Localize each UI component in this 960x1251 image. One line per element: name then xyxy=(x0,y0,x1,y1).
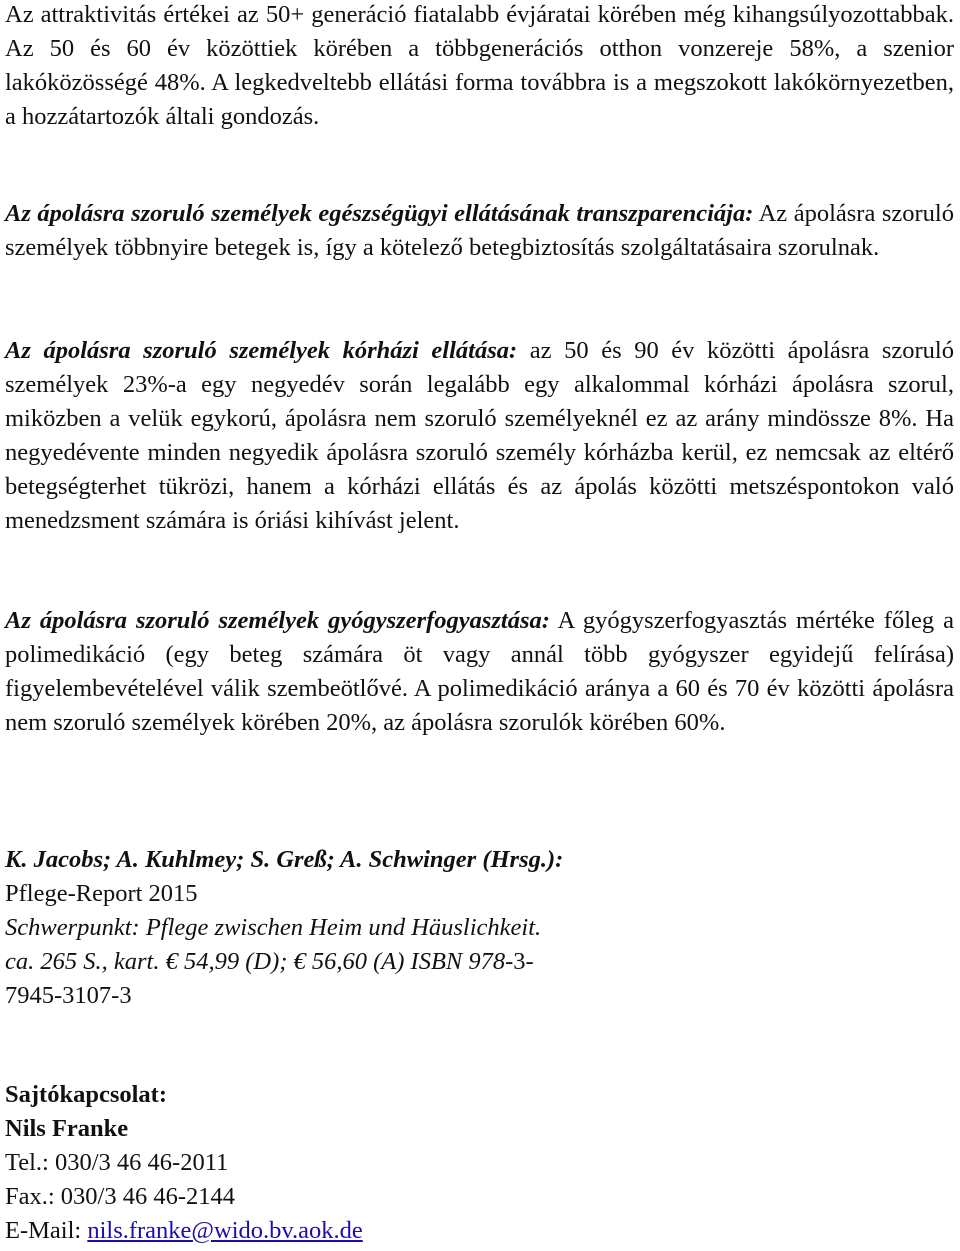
paragraph-hospital-care xyxy=(5,334,954,538)
contact-fax: Fax.: 030/3 46 46-2144 xyxy=(5,1183,236,1210)
book-reference xyxy=(5,843,954,1013)
press-contact xyxy=(5,1078,954,1248)
paragraph-heading: Az ápolásra szoruló személyek gyógyszerfogyasztása: xyxy=(5,607,550,634)
paragraph-text: az 50 és 90 év közötti ápolásra szoruló személyek 23%-a egy negyedév során legalább egy alkalommal kórházi ápolásra szorul, miközben a velük egykorú, ápolásra nem szoruló személyeknél ez az arány mindössze 8%. Ha negyedévente minden negyedik ápolásra szoruló személy kórházba kerül, ez nemcsak az eltérő betegségterhet tükrözi, hanem a kórházi ellátás és az ápolás közötti metszéspontokon való menedzsment számára is óriási kihívást jelent. xyxy=(5,337,954,534)
contact-email-line xyxy=(5,1214,954,1248)
book-subtitle: Schwerpunkt: Pflege zwischen Heim und Häuslichkeit. xyxy=(5,914,542,941)
contact-heading: Sajtókapcsolat: xyxy=(5,1081,167,1108)
book-authors: K. Jacobs; A. Kuhlmey; S. Greß; A. Schwinger (Hrsg.): xyxy=(5,846,564,873)
paragraph-text: A gyógyszerfogyasztás mértéke főleg a polimedikáció (egy beteg számára öt vagy annál több gyógyszer egyidejű felírása) figyelembevételével válik szembeötlővé. A polimedikáció aránya a 60 és 70 év közötti ápolásra nem szoruló személyek körében 20%, az ápolásra szorulók körében 60%. xyxy=(5,607,954,736)
paragraph-transparency xyxy=(5,197,954,265)
paragraph-attractiveness xyxy=(5,0,954,134)
paragraph-heading: Az ápolásra szoruló személyek egészségügyi ellátásának transzparenciája: xyxy=(5,200,754,227)
contact-tel: Tel.: 030/3 46 46-2011 xyxy=(5,1149,229,1176)
paragraph-heading: Az ápolásra szoruló személyek kórházi ellátása: xyxy=(5,337,518,364)
paragraph-medication xyxy=(5,604,954,740)
book-details xyxy=(5,945,954,979)
contact-name: Nils Franke xyxy=(5,1115,129,1142)
book-isbn-rest: 7945-3107-3 xyxy=(5,982,132,1009)
book-details-italic: ca. 265 S., kart. € 54,99 (D); € 56,60 (A) ISBN 978 xyxy=(5,948,506,975)
contact-email-link[interactable]: nils.franke@wido.bv.aok.de xyxy=(87,1217,363,1244)
book-details-plain: -3- xyxy=(505,948,534,975)
book-title: Pflege-Report 2015 xyxy=(5,880,198,907)
contact-email-label: E-Mail: xyxy=(5,1217,88,1244)
paragraph-text: Az ápolásra szoruló személyek többnyire betegek is, így a kötelező betegbiztosítás szolgáltatásaira szorulnak. xyxy=(5,200,954,261)
paragraph-text: Az attraktivitás értékei az 50+ generáció fiatalabb évjáratai körében még kihangsúlyozottabbak. Az 50 és 60 év közöttiek körében a többgenerációs otthon vonzereje 58%, a szenior lakóközösségé 48%. A legkedveltebb ellátási forma továbbra is a megszokott lakókörnyezetben, a hozzátartozók általi gondozás. xyxy=(5,1,954,130)
